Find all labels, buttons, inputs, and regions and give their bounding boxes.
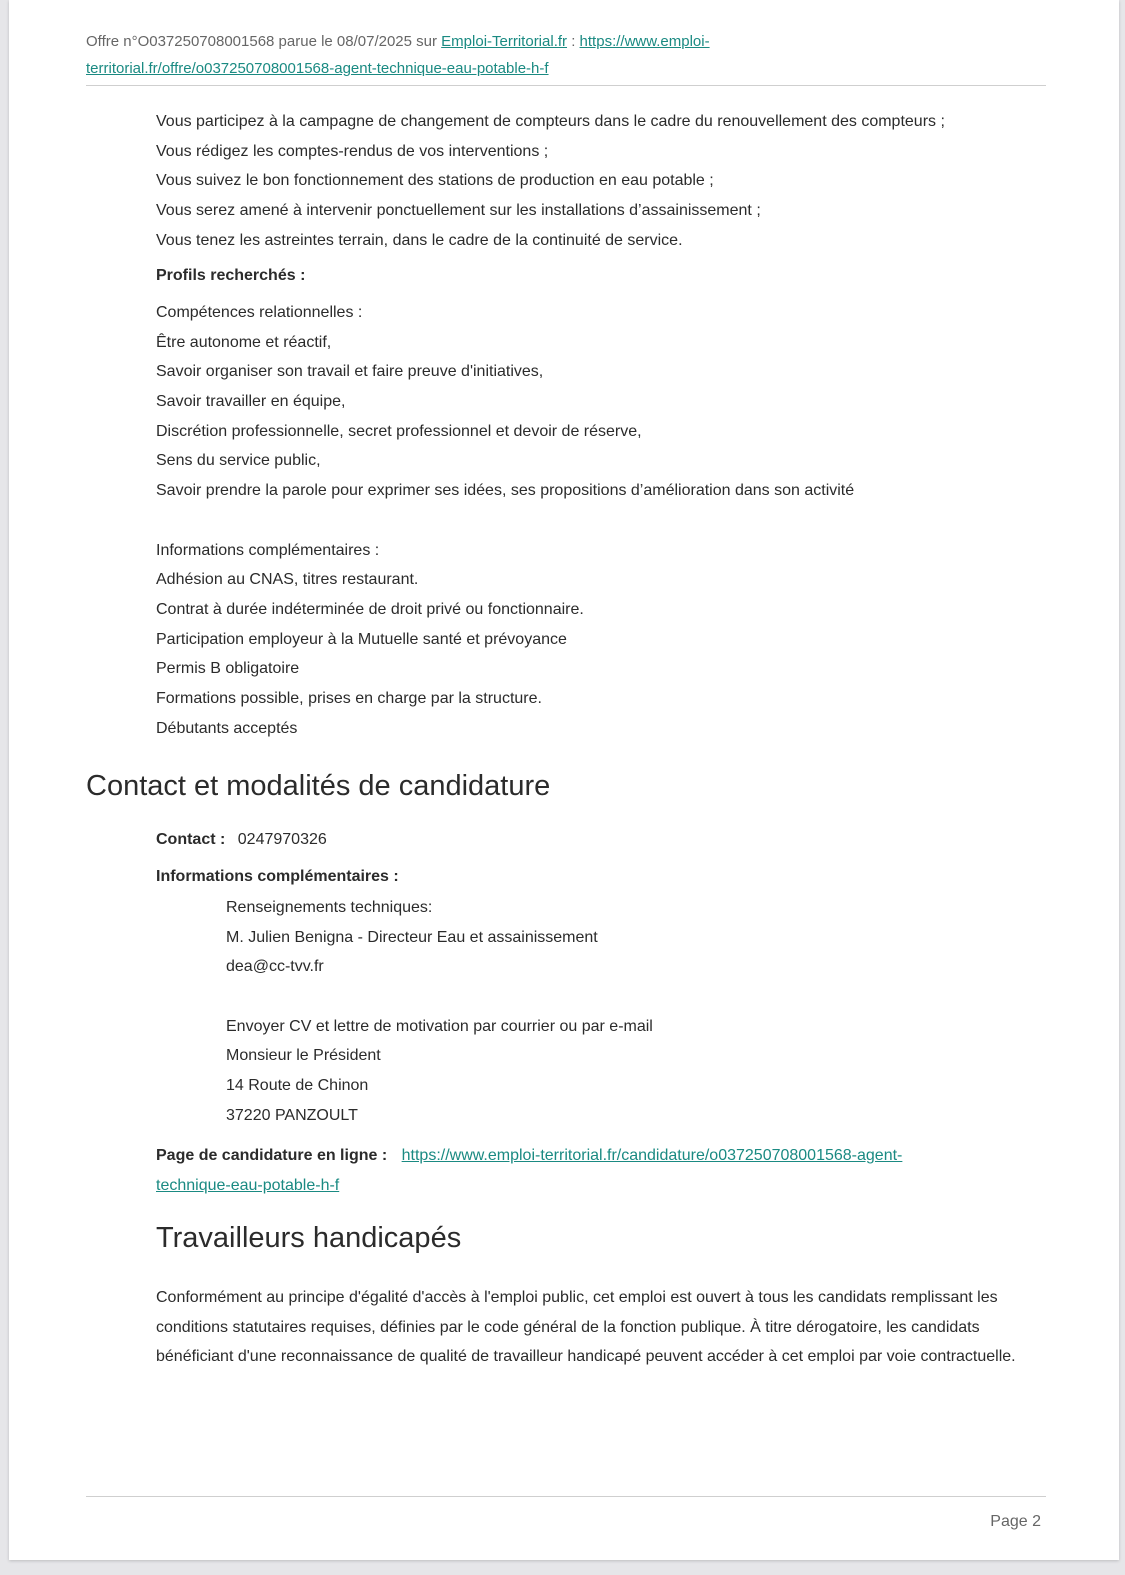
contact-info-line: 14 Route de Chinon [226, 1077, 369, 1095]
page-number: Page 2 [990, 1513, 1041, 1530]
info-label: Informations complémentaires : [156, 868, 399, 885]
missions-list [156, 107, 1056, 255]
document-page [9, 0, 1119, 1560]
mission-line: Vous tenez les astreintes terrain, dans le cadre de la continuité de service. [156, 231, 683, 249]
profil-line: Sens du service public, [156, 452, 321, 470]
profil-line: Savoir organiser son travail et faire preuve d'initiatives, [156, 363, 544, 381]
mission-line: Vous rédigez les comptes-rendus de vos interventions ; [156, 142, 549, 160]
header-separator: : [571, 33, 576, 50]
profil-line: Être autonome et réactif, [156, 333, 332, 351]
profil-line: Savoir travailler en équipe, [156, 393, 346, 411]
profils-list [156, 298, 1056, 743]
header-divider [86, 85, 1046, 86]
contact-row [156, 831, 327, 849]
info-line: Permis B obligatoire [156, 660, 300, 678]
contact-label: Contact : [156, 831, 226, 848]
mission-line: Vous suivez le bon fonctionnement des stations de production en eau potable ; [156, 172, 714, 190]
offer-header [86, 28, 1046, 82]
contact-info-line: Monsieur le Président [226, 1047, 381, 1065]
footer-divider [86, 1496, 1046, 1497]
contact-info-line: Renseignements techniques: [226, 899, 433, 916]
site-link[interactable]: Emploi-Territorial.fr [441, 33, 568, 50]
info-line: Informations complémentaires : [156, 541, 380, 559]
profil-line: Savoir prendre la parole pour exprimer ses idées, ses propositions d’amélioration dans son activité [156, 482, 855, 500]
mission-line: Vous serez amené à intervenir ponctuellement sur les installations d’assainissement ; [156, 202, 761, 220]
info-line: Participation employeur à la Mutuelle santé et prévoyance [156, 630, 567, 648]
info-line: Formations possible, prises en charge par la structure. [156, 689, 542, 707]
online-application-row [156, 1141, 902, 1201]
contact-section-title: Contact et modalités de candidature [86, 770, 551, 802]
offer-reference: Offre n°O037250708001568 parue le 08/07/2025 sur [86, 33, 437, 50]
info-line: Débutants acceptés [156, 719, 298, 737]
contact-email: dea@cc-tvv.fr [226, 958, 324, 976]
online-application-label: Page de candidature en ligne : [156, 1147, 388, 1164]
contact-info-line: M. Julien Benigna - Directeur Eau et assainissement [226, 928, 598, 946]
contact-info-line: Envoyer CV et lettre de motivation par courrier ou par e-mail [226, 1017, 653, 1035]
contact-info-block [226, 893, 653, 1131]
handicap-paragraph: Conformément au principe d'égalité d'accès à l'emploi public, cet emploi est ouvert à tous les candidats remplissant les conditions statutaires requises, définies par le code général de la fonction publique. À titre dérogatoire, les candidats bénéficiant d'une reconnaissance de qualité de travailleur handicapé peuvent accéder à cet emploi par voie contractuelle. [156, 1289, 1016, 1365]
handicap-section-title: Travailleurs handicapés [156, 1222, 462, 1254]
contact-phone: 0247970326 [237, 831, 327, 848]
profil-line: Discrétion professionnelle, secret professionnel et devoir de réserve, [156, 422, 642, 440]
info-line: Adhésion au CNAS, titres restaurant. [156, 571, 419, 589]
info-line: Contrat à durée indéterminée de droit privé ou fonctionnaire. [156, 600, 584, 618]
contact-info-line: 37220 PANZOULT [226, 1106, 358, 1124]
profils-heading: Profils recherchés : [156, 267, 306, 284]
online-application-link[interactable]: https://www.emploi-territorial.fr/candidature/o037250708001568-agent- technique-eau-potable-h-f [156, 1147, 903, 1194]
mission-line: Vous participez à la campagne de changement de compteurs dans le cadre du renouvellement des compteurs ; [156, 113, 945, 130]
offer-url-link[interactable]: https://www.emploi- territorial.fr/offre/o037250708001568-agent-technique-eau-potable-h-f [86, 33, 710, 77]
profil-line: Compétences relationnelles : [156, 304, 363, 321]
